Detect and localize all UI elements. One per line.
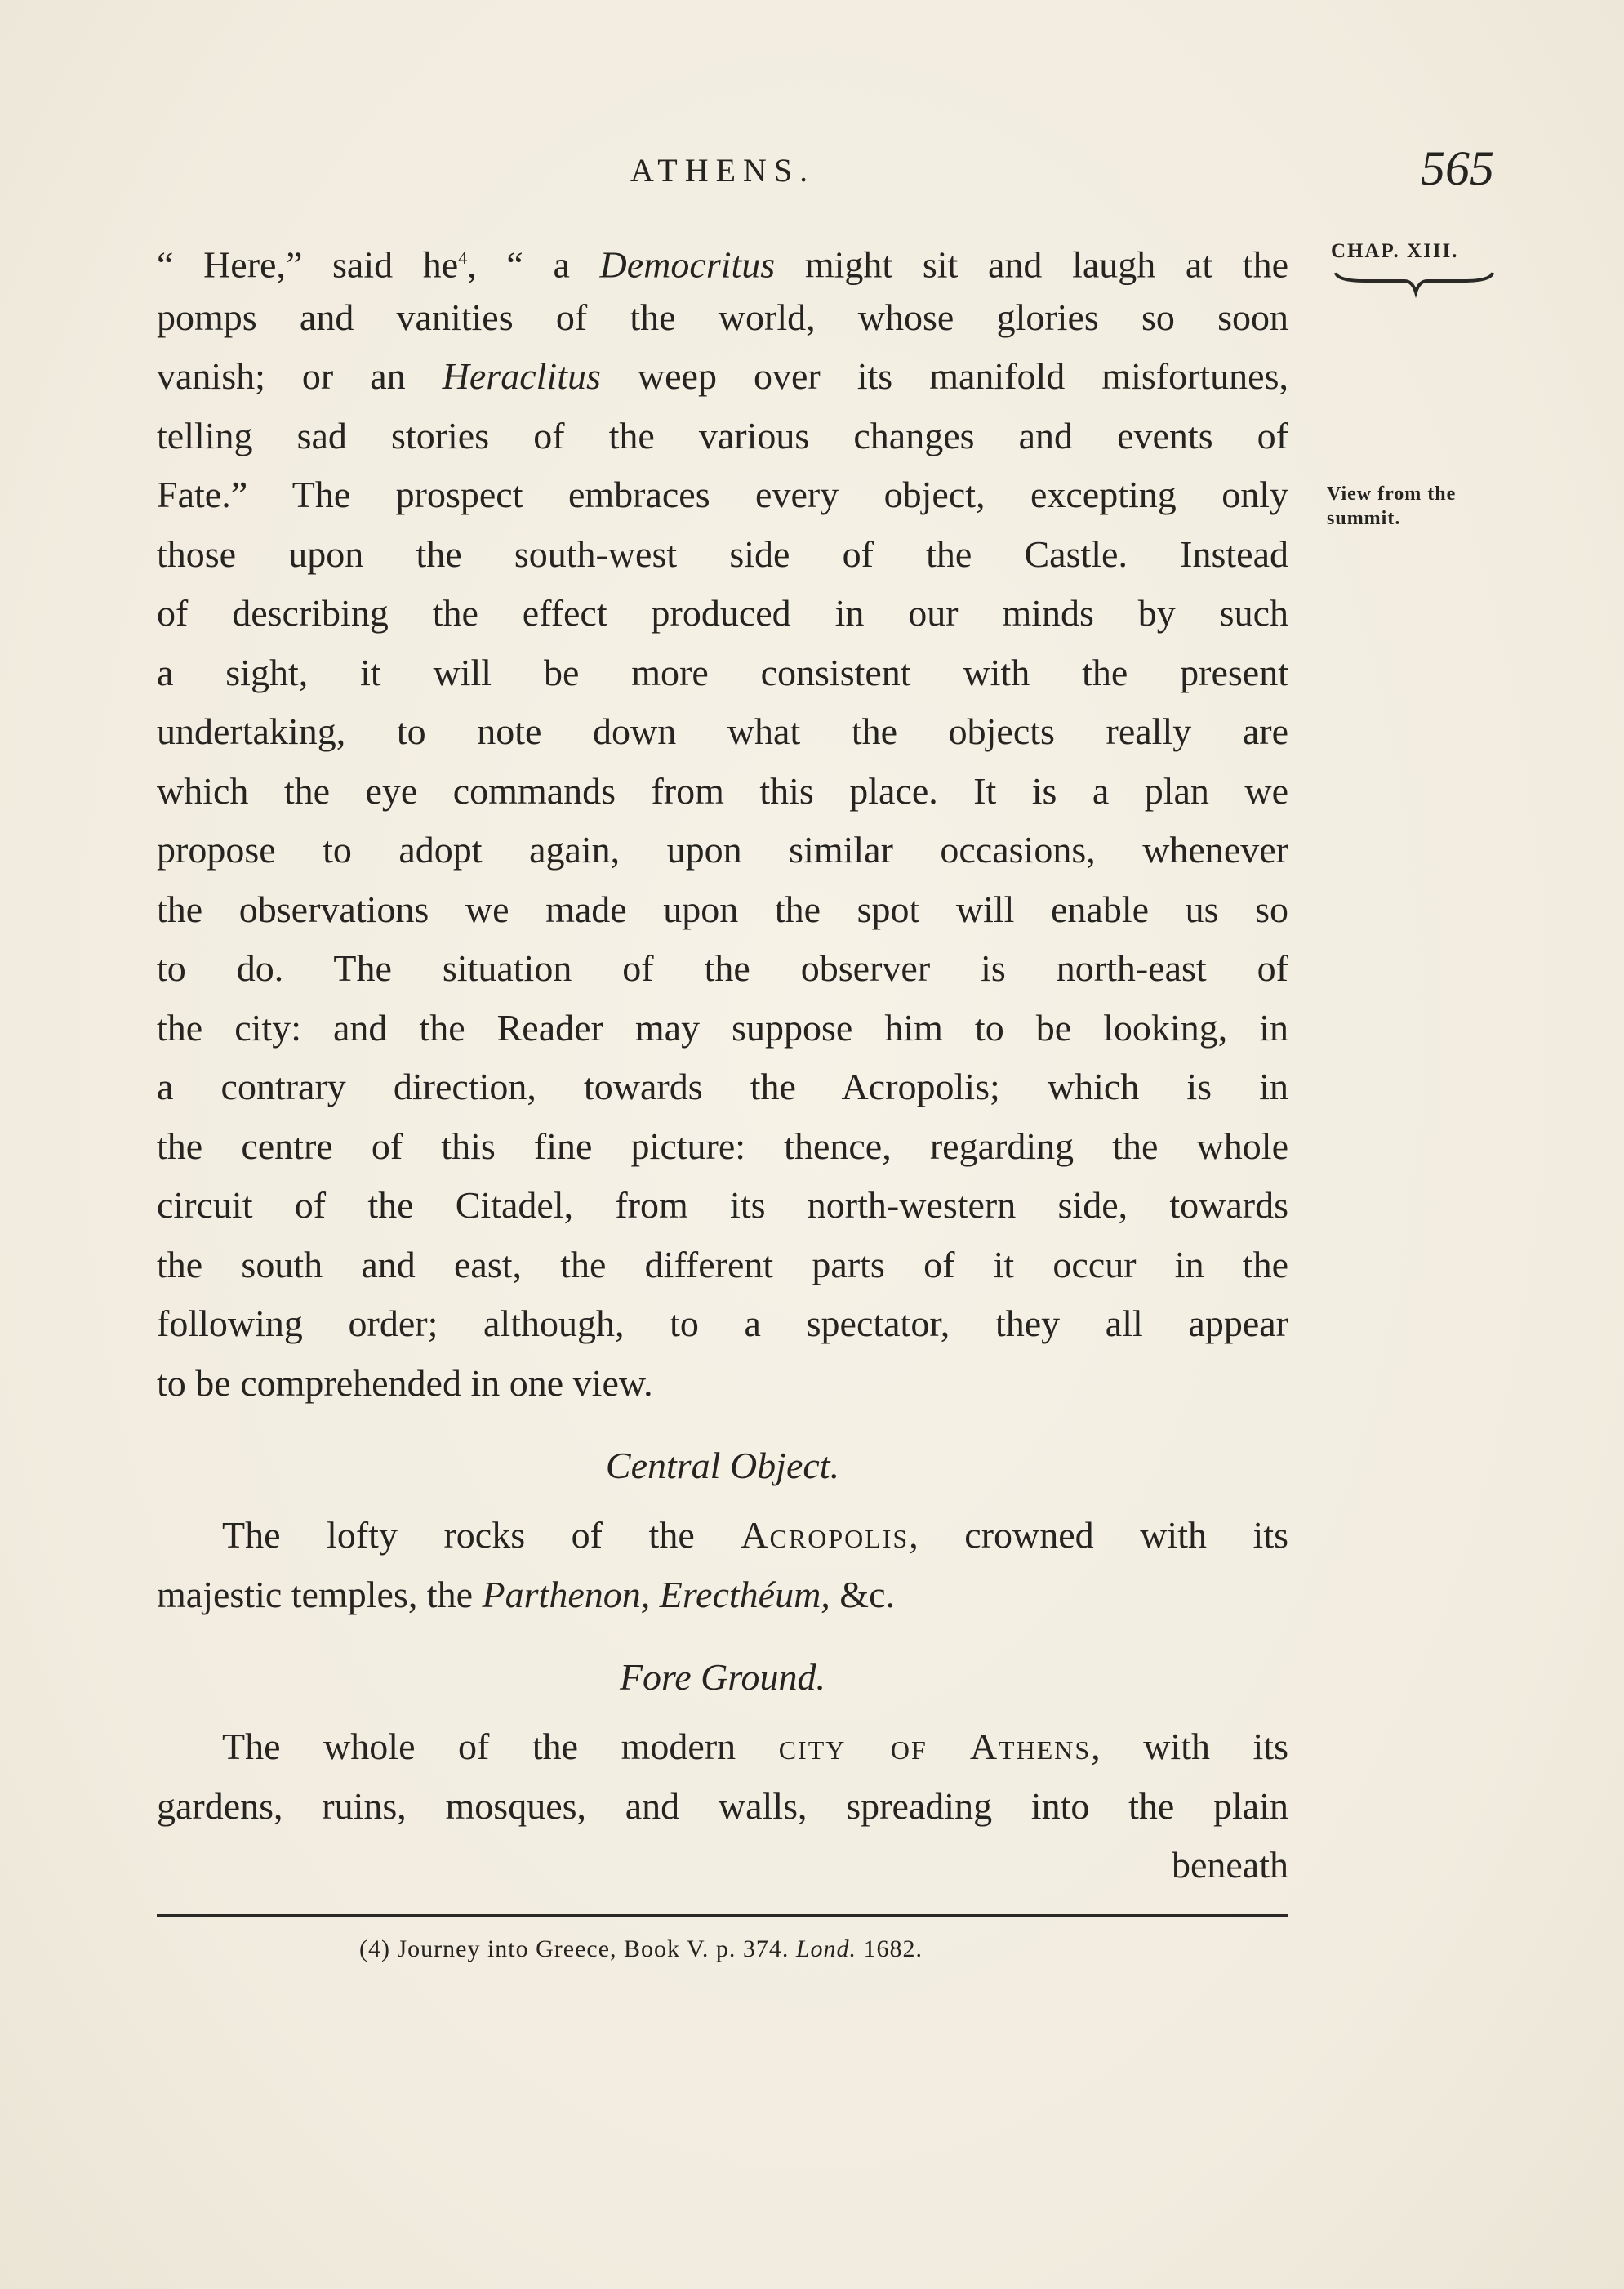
text-segment: vanish; or an xyxy=(157,355,443,397)
footnote-rule xyxy=(157,1914,1288,1917)
text-line: circuit of the Citadel, from its north-western side, towards xyxy=(157,1184,1288,1226)
text-line: to do. The situation of the observer is north-east of xyxy=(157,947,1288,989)
text-line: those upon the south-west side of the Castle. Instead xyxy=(157,532,1288,575)
italic-name: Heraclitus xyxy=(442,355,601,397)
text-line: following order; although, to a spectator, they all appear xyxy=(157,1303,1288,1344)
footnote-text: (4) Journey into Greece, Book V. p. 374. xyxy=(359,1935,796,1962)
text-line: to be comprehended in one view. xyxy=(157,1361,653,1404)
footnote-text: 1682. xyxy=(856,1935,923,1962)
text-line: the centre of this fine picture: thence, regarding the whole xyxy=(157,1124,1288,1167)
text-line: the city: and the Reader may suppose him to be looking, in xyxy=(157,1006,1288,1049)
footnote-marker: 4 xyxy=(458,247,468,268)
text-segment: The whole of the modern xyxy=(222,1726,779,1767)
text-line xyxy=(157,347,1288,407)
margin-note-view-line2: summit. xyxy=(1327,508,1401,529)
text-line: of describing the effect produced in our minds by such xyxy=(157,592,1288,634)
text-segment: majestic temples, the xyxy=(157,1573,483,1615)
text-segment: &c. xyxy=(830,1573,895,1615)
italic-name: Parthenon, Erecthéum, xyxy=(482,1573,830,1615)
text-segment: , with its xyxy=(1091,1726,1288,1767)
text-line: propose to adopt again, upon similar occasions, whenever xyxy=(157,829,1288,871)
text-line: a contrary direction, towards the Acropolis; which is in xyxy=(157,1066,1288,1107)
text-line xyxy=(157,1506,1288,1565)
text-line: gardens, ruins, mosques, and walls, spreading into the plain xyxy=(157,1784,1288,1827)
footnote-italic: Lond. xyxy=(795,1935,857,1962)
text-segment: , “ a xyxy=(467,243,600,286)
italic-name: Democritus xyxy=(599,243,776,286)
text-line xyxy=(157,1717,1288,1777)
text-line: a sight, it will be more consistent with the present xyxy=(157,651,1288,693)
small-caps-name: Acropolis xyxy=(741,1514,910,1556)
text-line: the south and east, the different parts of it occur in the xyxy=(157,1243,1288,1285)
text-line: Fate.” The prospect embraces every object, excepting only xyxy=(157,474,1288,515)
text-segment: “ Here,” said he xyxy=(157,243,459,286)
catchword: beneath xyxy=(1171,1844,1288,1886)
main-text xyxy=(157,229,1288,1895)
section-heading-fore: Fore Ground. xyxy=(619,1656,826,1698)
text-line: undertaking, to note down what the objects really are xyxy=(157,710,1288,752)
page-number: 565 xyxy=(1421,141,1494,195)
text-segment: might sit and laugh at the xyxy=(775,243,1288,286)
text-line: which the eye commands from this place. It is a plan we xyxy=(157,769,1288,812)
text-segment: weep over its manifold misfortunes, xyxy=(600,355,1288,397)
text-line: pomps and vanities of the world, whose glories so soon xyxy=(157,296,1288,338)
text-line: telling sad stories of the various changes and events of xyxy=(157,414,1288,456)
running-head: ATHENS. xyxy=(630,152,816,189)
section-heading-central: Central Object. xyxy=(605,1445,840,1486)
margin-note-view-line1: View from the xyxy=(1327,483,1457,505)
text-line xyxy=(157,229,1288,288)
brace-ornament xyxy=(1333,269,1496,299)
text-line: the observations we made upon the spot will enable us so xyxy=(157,888,1288,930)
text-segment: The lofty rocks of the xyxy=(222,1514,741,1556)
margin-note-chapter: CHAP. XIII. xyxy=(1331,240,1459,262)
text-line xyxy=(157,1565,1288,1625)
margin-note-view xyxy=(1327,482,1506,531)
footnote xyxy=(359,1935,923,1963)
text-segment: , crowned with its xyxy=(909,1514,1288,1556)
small-caps-name: city of Athens xyxy=(778,1726,1092,1767)
